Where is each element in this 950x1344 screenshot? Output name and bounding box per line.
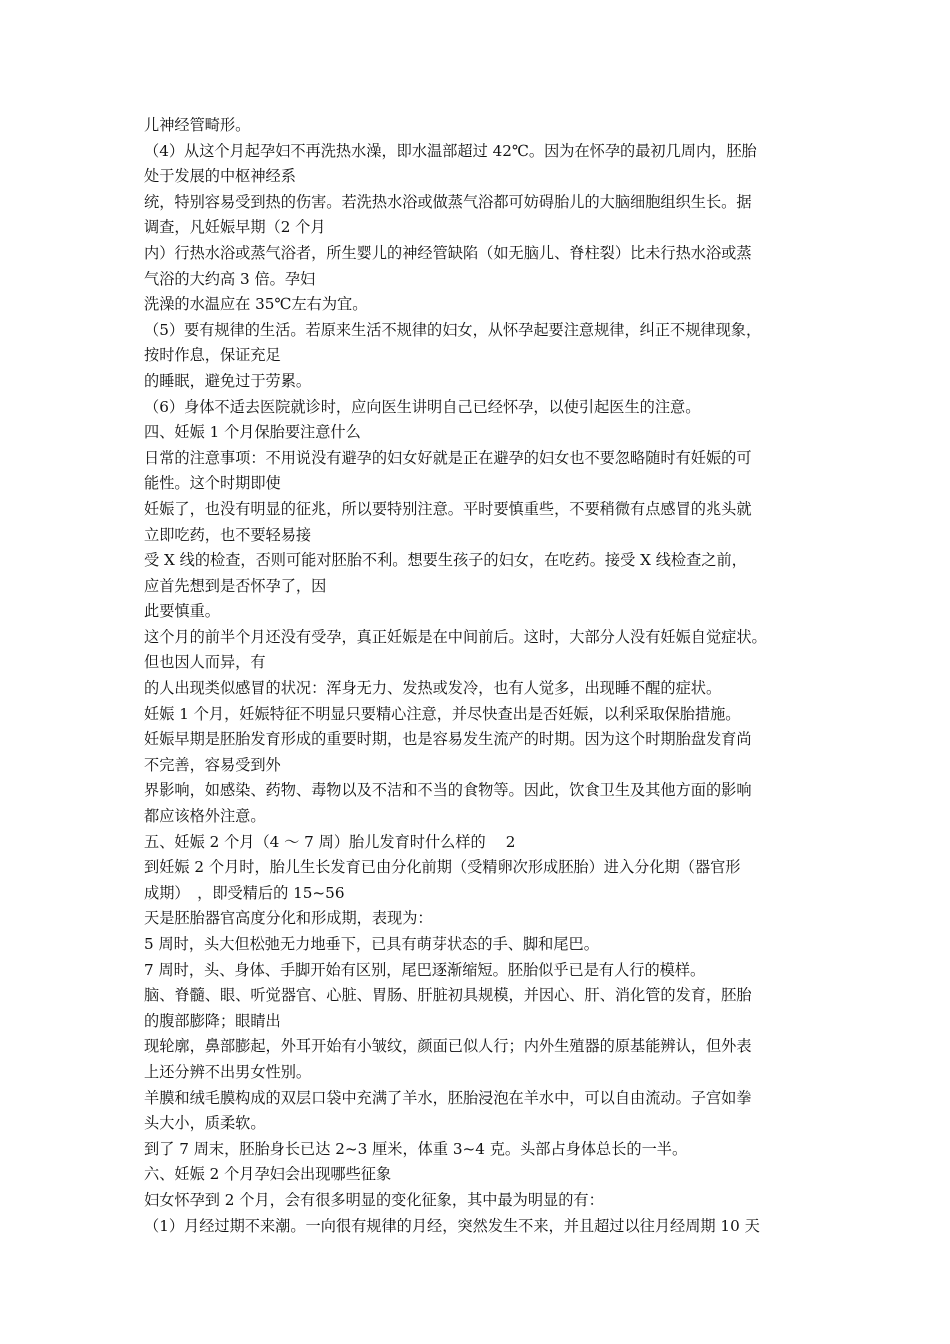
text-line: 到妊娠 2 个月时，胎儿生长发育已由分化前期（受精卵次形成胚胎）进入分化期（器官形 — [144, 858, 741, 877]
text-line: 受 X 线的检查，否则可能对胚胎不利。想要生孩子的妇女，在吃药。接受 X 线检查之前， — [144, 551, 747, 570]
text-line: 五、妊娠 2 个月（4 ～ 7 周）胎儿发育时什么样的 2 — [144, 832, 516, 851]
text-line: 处于发展的中枢神经系 — [144, 167, 296, 186]
text-line: 到了 7 周末，胚胎身长已达 2~3 厘米，体重 3~4 克。头部占身体总长的一半。 — [144, 1139, 688, 1158]
text-line: 天是胚胎器官高度分化和形成期，表现为： — [144, 909, 433, 928]
text-line: 日常的注意事项：不用说没有避孕的妇女好就是正在避孕的妇女也不要忽略随时有妊娠的可 — [144, 448, 752, 467]
text-line: 的腹部膨降；眼睛出 — [144, 1011, 281, 1030]
text-line: 气浴的大约高 3 倍。孕妇 — [144, 269, 316, 288]
text-line: 妊娠早期是胚胎发育形成的重要时期，也是容易发生流产的时期。因为这个时期胎盘发育尚 — [144, 730, 752, 749]
text-line: （6）身体不适去医院就诊时，应向医生讲明自己已经怀孕，以使引起医生的注意。 — [144, 397, 701, 416]
text-line: （5）要有规律的生活。若原来生活不规律的妇女，从怀孕起要注意规律，纠正不规律现象， — [144, 320, 762, 339]
text-line: 不完善，容易受到外 — [144, 755, 281, 774]
text-line: 妊娠 1 个月，妊娠特征不明显只要精心注意，并尽快查出是否妊娠，以利采取保胎措施。 — [144, 704, 741, 723]
document-body — [144, 113, 814, 1239]
text-line: 的人出现类似感冒的状况：浑身无力、发热或发冷，也有人觉多，出现睡不醒的症状。 — [144, 679, 722, 698]
text-lines — [144, 113, 814, 1239]
text-line: 界影响，如感染、药物、毒物以及不洁和不当的食物等。因此，饮食卫生及其他方面的影响 — [144, 781, 752, 800]
text-line: 能性。这个时期即使 — [144, 474, 281, 493]
text-line: 儿神经管畸形。 — [144, 116, 251, 134]
text-line: （1）月经过期不来潮。一向很有规律的月经，突然发生不来，并且超过以往月经周期 10 天 — [144, 1216, 760, 1235]
text-line: 这个月的前半个月还没有受孕，真正妊娠是在中间前后。这时，大部分人没有妊娠自觉症状。 — [144, 627, 767, 646]
text-line: 头大小，质柔软。 — [144, 1114, 266, 1133]
text-line: 调查，凡妊娠早期（2 个月 — [144, 218, 326, 237]
text-line: 现轮廓，鼻部膨起，外耳开始有小皱纹，颜面已似人行；内外生殖器的原基能辨认，但外表 — [144, 1037, 752, 1056]
text-line: 四、妊娠 1 个月保胎要注意什么 — [144, 423, 361, 442]
text-line: 上还分辨不出男女性别。 — [144, 1062, 312, 1081]
text-line: 羊膜和绒毛膜构成的双层口袋中充满了羊水，胚胎浸泡在羊水中，可以自由流动。子宫如拳 — [144, 1088, 752, 1107]
text-line: 都应该格外注意。 — [144, 807, 266, 826]
text-line: 统，特别容易受到热的伤害。若洗热水浴或做蒸气浴都可妨碍胎儿的大脑细胞组织生长。据 — [144, 192, 752, 211]
text-line: （4）从这个月起孕妇不再洗热水澡，即水温部超过 42℃。因为在怀孕的最初几周内，胚胎 — [144, 141, 757, 160]
text-line: 洗澡的水温应在 35℃左右为宜。 — [144, 295, 368, 314]
text-line: 脑、脊髓、眼、听觉器官、心脏、胃肠、肝脏初具规模，并因心、肝、消化管的发育，胚胎 — [144, 986, 752, 1005]
text-line: 妊娠了，也没有明显的征兆，所以要特别注意。平时要慎重些，不要稍微有点感冒的兆头就 — [144, 499, 752, 518]
text-line: 内）行热水浴或蒸气浴者，所生婴儿的神经管缺陷（如无脑儿、脊柱裂）比未行热水浴或蒸 — [144, 243, 752, 262]
text-line: 5 周时，头大但松弛无力地垂下，已具有萌芽状态的手、脚和尾巴。 — [144, 935, 599, 953]
text-line: 立即吃药，也不要轻易接 — [144, 525, 312, 544]
text-line: 此要慎重。 — [144, 602, 220, 621]
text-line: 妇女怀孕到 2 个月，会有很多明显的变化征象，其中最为明显的有： — [144, 1190, 604, 1209]
text-line: 的睡眠，避免过于劳累。 — [144, 371, 312, 390]
text-line: 按时作息，保证充足 — [144, 346, 281, 365]
text-line: 应首先想到是否怀孕了，因 — [144, 576, 327, 595]
text-line: 7 周时，头、身体、手脚开始有区别，尾巴逐渐缩短。胚胎似乎已是有人行的模样。 — [144, 960, 706, 979]
text-line: 但也因人而异，有 — [144, 653, 266, 672]
text-line: 六、妊娠 2 个月孕妇会出现哪些征象 — [144, 1165, 392, 1184]
text-line: 成期） ，即受精后的 15~56 — [144, 883, 345, 902]
